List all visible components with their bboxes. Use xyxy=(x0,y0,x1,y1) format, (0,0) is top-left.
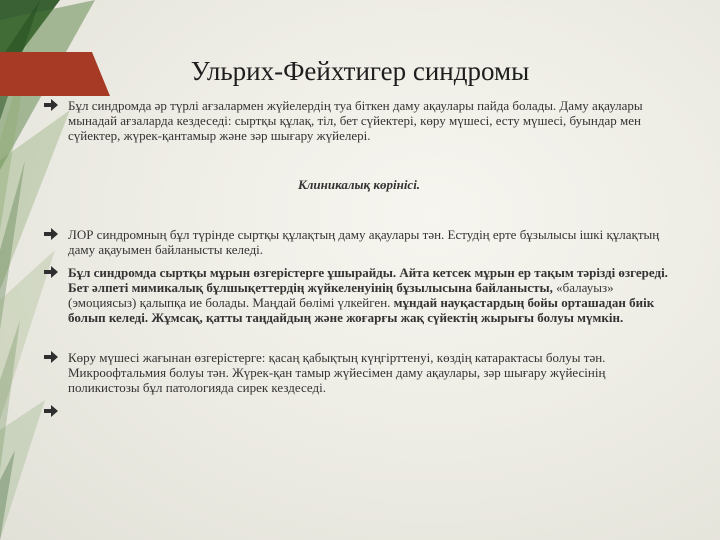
nose-paragraph xyxy=(44,265,674,325)
arrow-bullet-icon xyxy=(44,99,58,111)
eye-paragraph xyxy=(44,350,674,395)
nose-text xyxy=(68,265,674,325)
nose-text-bold-1: Бұл синдромда сыртқы мұрын өзгерістерге ұшырайды. Айта кетсек мұрын ер тақым тәрізді өзгереді. Бет әлпеті мимикалық бұлшықеттердің жүйкеленуінің бұзылысына байланысты, xyxy=(68,265,668,295)
arrow-bullet-icon xyxy=(44,228,58,240)
arrow-bullet-icon xyxy=(44,351,58,363)
intro-text: Бұл синдромда әр түрлі ағзалармен жүйелердің туа біткен даму ақаулары пайда болады. Даму ақаулары мынадай ағзаларда кездеседі: сыртқы құлақ, тіл, бет сүйектері, көру мүшесі, есту мүшесі, буындар мен сүйектер, жүрек-қантамыр және зәр шығару жүйелері. xyxy=(68,98,643,143)
slide-title: Ульрих-Фейхтигер синдромы xyxy=(190,56,530,86)
eye-text: Көру мүшесі жағынан өзгерістерге: қасаң қабықтың күңгірттенуі, көздің катарактасы болуы тән. Микроофтальмия болуы тән. Жүрек-қан тамыр жүйесімен даму ақаулары, зәр шығару жүйесінің поликистозы бұл патологияда сирек кездеседі. xyxy=(68,350,606,395)
arrow-bullet-icon xyxy=(44,266,58,278)
ent-text: ЛОР синдромның бұл түрінде сыртқы құлақтың даму ақаулары тән. Естудің ерте бұзылысы ішкі құлақтың даму ақауымен байланысты келеді. xyxy=(68,227,660,257)
ent-paragraph xyxy=(44,227,674,257)
nose-text-normal: «балауыз» (эмоциясыз) қалыпқа ие болады. Маңдай бөлімі үлкейген. xyxy=(68,280,614,310)
title-banner-shape xyxy=(0,52,110,96)
arrow-bullet-icon xyxy=(44,405,58,417)
clinical-subheading: Клиникалық көрінісі. xyxy=(297,177,421,192)
intro-paragraph xyxy=(44,98,674,143)
nose-text-bold-2: мұндай науқастардың бойы орташадан биік болып келеді. Жұмсақ, қатты таңдайдың және жоғарғы жақ сүйектің жырығы болуы мүмкін. xyxy=(68,295,655,325)
